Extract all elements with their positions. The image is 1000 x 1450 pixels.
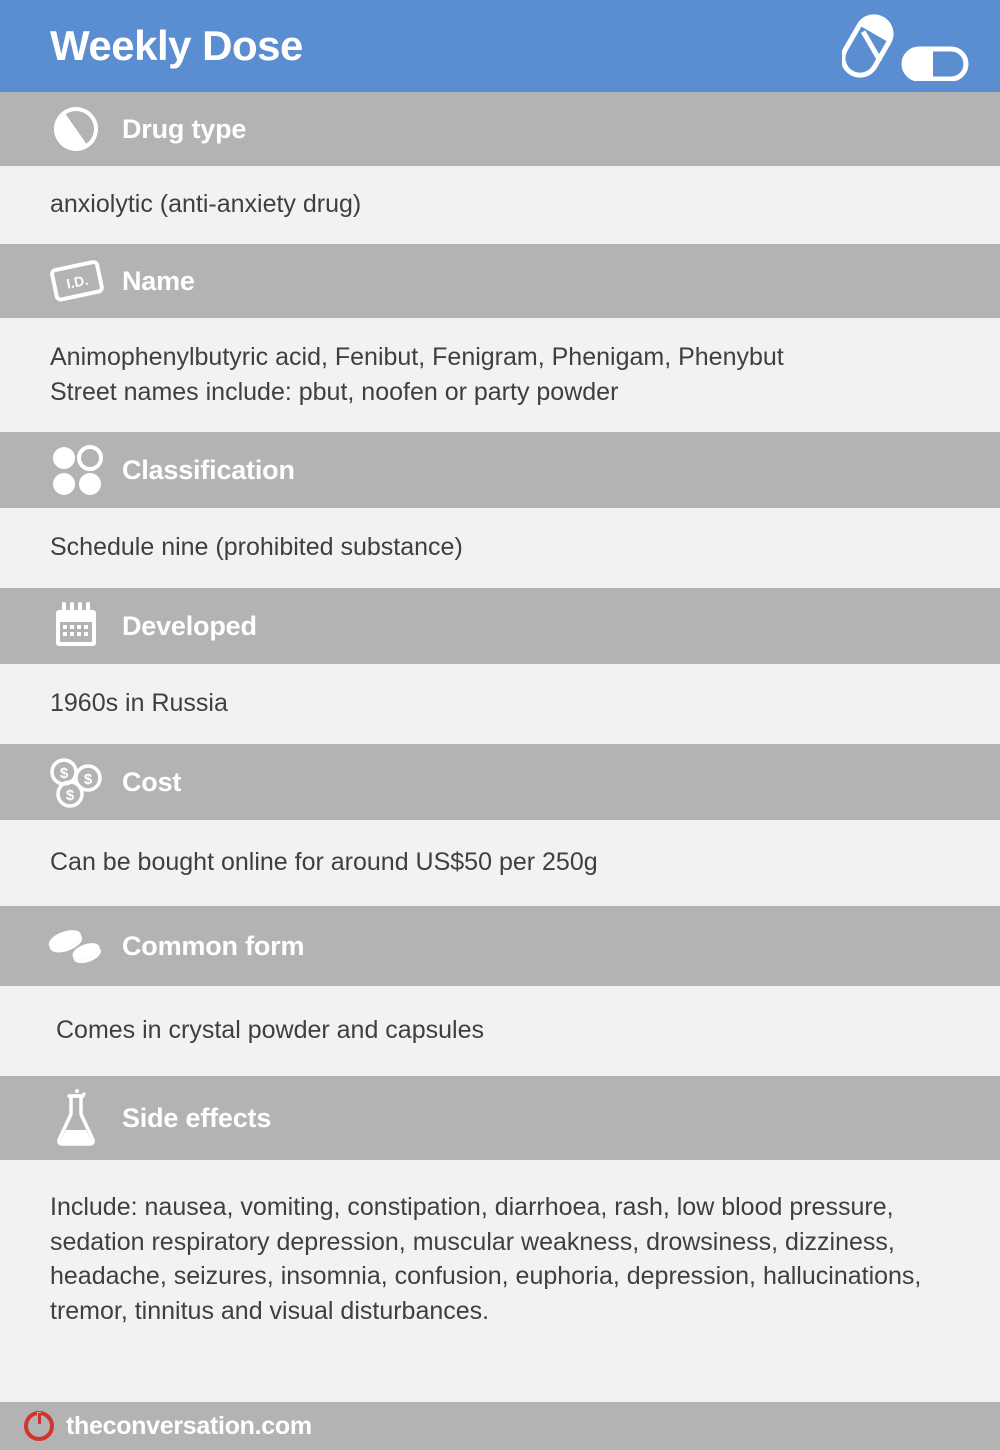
side-effects-text: Include: nausea, vomiting, constipation, diarrhoea, rash, low blood pressure, sedation respiratory depression, muscular weakness, drowsiness, dizziness, headache, seizures, insomnia, confusion, euphoria, depression, hallucinations, tremor, tinnitus and visual disturbances.	[50, 1193, 922, 1325]
section-content-cost	[0, 820, 1000, 906]
theconversation-logo-icon	[22, 1409, 56, 1443]
section-content-classification	[0, 508, 1000, 588]
tablets-icon	[44, 918, 108, 974]
drug-type-text: anxiolytic (anti-anxiety drug)	[50, 190, 362, 219]
coins-icon	[44, 754, 108, 810]
name-line-1: Animophenylbutyric acid, Fenibut, Fenigram, Phenigam, Phenybut	[50, 342, 784, 371]
section-content-common-form	[0, 986, 1000, 1076]
section-header-common-form	[0, 906, 1000, 986]
section-label-classification: Classification	[122, 454, 295, 485]
section-label-side-effects: Side effects	[122, 1102, 272, 1133]
developed-text: 1960s in Russia	[50, 689, 228, 718]
four-circles-icon	[44, 442, 108, 498]
section-label-drug-type: Drug type	[122, 113, 247, 144]
footer	[0, 1402, 1000, 1450]
cost-text: Can be bought online for around US$50 per 250g	[50, 848, 598, 877]
capsule-icon	[44, 101, 108, 157]
section-header-cost	[0, 744, 1000, 820]
svg-text:$: $	[65, 787, 75, 804]
name-line-2: Street names include: pbut, noofen or party powder	[50, 378, 619, 406]
section-header-side-effects	[0, 1076, 1000, 1160]
flask-icon	[44, 1090, 108, 1146]
section-content-drug-type	[0, 166, 1000, 244]
section-label-common-form: Common form	[122, 930, 305, 961]
section-content-developed	[0, 664, 1000, 744]
header	[0, 0, 1000, 92]
calendar-icon	[44, 598, 108, 654]
classification-text: Schedule nine (prohibited substance)	[50, 533, 463, 562]
section-header-developed	[0, 588, 1000, 664]
section-header-name	[0, 244, 1000, 318]
common-form-text: Comes in crystal powder and capsules	[56, 1016, 484, 1045]
section-label-developed: Developed	[122, 610, 257, 641]
svg-text:$: $	[83, 771, 93, 788]
pill-capsules-icon	[842, 11, 972, 81]
id-tag-icon	[44, 253, 108, 309]
section-content-side-effects	[0, 1160, 1000, 1360]
section-label-name: Name	[122, 265, 195, 296]
footer-text: theconversation.com	[66, 1411, 312, 1440]
page-title: Weekly Dose	[50, 22, 303, 69]
svg-text:I.D.: I.D.	[64, 271, 90, 292]
svg-text:$: $	[59, 765, 69, 782]
section-header-classification	[0, 432, 1000, 508]
section-content-name	[0, 318, 1000, 432]
section-header-drug-type	[0, 92, 1000, 166]
section-label-cost: Cost	[122, 766, 182, 797]
